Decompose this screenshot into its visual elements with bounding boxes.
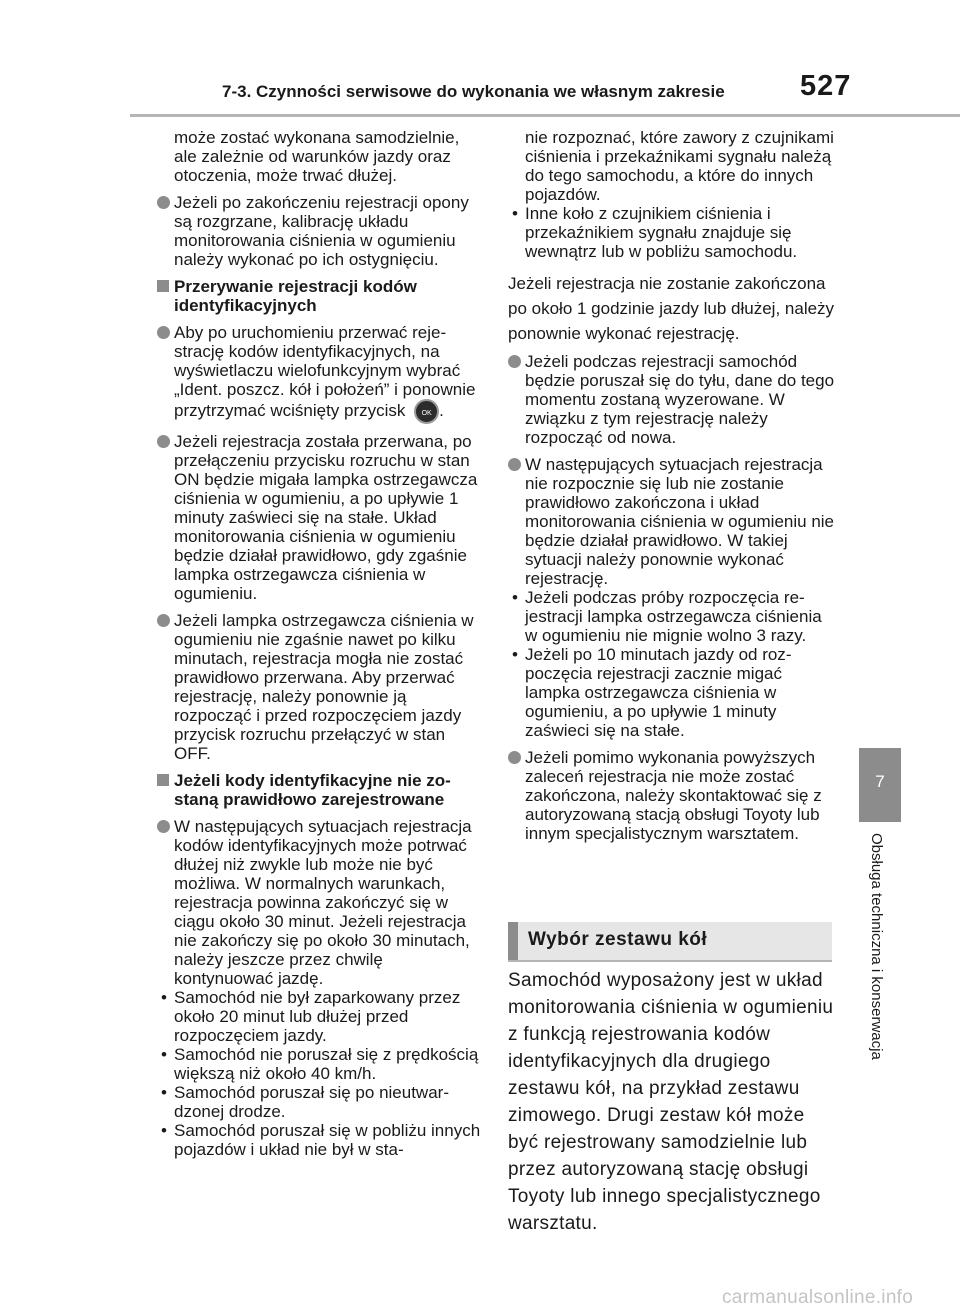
intro-paragraph: może zostać wykonana samodzielnie, ale zależnie od warunków jazdy oraz otoczenia, może trwać dłużej. [174, 128, 460, 185]
list-item [157, 432, 485, 603]
list-item [157, 611, 485, 763]
list-item [157, 193, 485, 269]
left-column [157, 128, 485, 1159]
bullet-icon [157, 326, 170, 339]
section-title-bar [508, 922, 518, 960]
dash-list-item-text: Samochód nie był zaparkowany przez około 20 minut lub dłużej przed rozpoczęciem jazdy. [174, 988, 461, 1045]
ok-button-icon: OK [414, 399, 439, 424]
section-heading [157, 771, 485, 809]
dash-list-item-text: Samochód nie poruszał się z prędkością większą niż około 40 km/h. [174, 1045, 479, 1083]
list-item [157, 323, 485, 424]
list-item-text: Jeżeli podczas rejestracji samochód będzie poruszał się do tyłu, dane do tego momentu zostaną wyzerowane. W związku z tym rejestrację należy rozpocząć od nowa. [525, 352, 835, 447]
section-heading [157, 277, 485, 315]
dash-bullet-icon: • [512, 204, 518, 223]
list-item-text: W następujących sytuacjach rejestracja kodów identyfikacyjnych może potrwać dłużej niż zwykle lub może nie być możliwa. W normalnych warunkach, rejestracja powinna zakończyć się w ciągu około 30 minut. Jeżeli rejestracja nie zakończy się po około 30 minutach, należy jeszcze przez chwilę kontynuować jazdę. [174, 817, 472, 988]
dash-list-item-text: Jeżeli po 10 minutach jazdy od rozpoczęcia rejestracji zacznie migać lampka ostrzegawcza ciśnienia w ogumieniu, a po upływie 1 minuty zaświeci się na stałe. [525, 645, 792, 740]
list-item [508, 352, 838, 447]
dash-list-item [508, 204, 838, 261]
dash-list-item [157, 1083, 485, 1121]
dash-list-item [157, 1045, 485, 1083]
square-bullet-icon [157, 774, 169, 786]
page-number: 527 [800, 70, 852, 102]
right-column [508, 128, 838, 851]
list-item-text: Jeżeli rejestracja została przerwana, po przełączeniu przycisku rozruchu w stan ON będzie migała lampka ostrzegawcza ciśnienia w ogumieniu, a po upływie 1 minuty zaświeci się na stałe. Układ monitorowania ciśnienia w ogumieniu będzie działał prawidłowo, gdy zgaśnie lampka ostrzegawcza ciśnienia w ogumieniu. [174, 432, 478, 603]
dash-bullet-icon: • [512, 645, 518, 664]
dash-list-item-text: Samochód poruszał się po nieutwardzonej drodze. [174, 1083, 449, 1121]
bullet-icon [508, 751, 521, 764]
list-item-text-end: . [439, 400, 444, 420]
paragraph: Jeżeli rejestracja nie zostanie zakończona po około 1 godzinie jazdy lub dłużej, należy ponownie wykonać rejestrację. [508, 274, 835, 343]
dash-list-item-text: Samochód poruszał się w pobliżu innych pojazdów i układ nie był w sta- [174, 1121, 481, 1159]
bullet-icon [157, 820, 170, 833]
list-item [508, 748, 838, 843]
bullet-icon [508, 355, 521, 368]
list-item-text: Jeżeli po zakończeniu rejestracji opony są rozgrzane, kalibrację układu monitorowania ciśnienia w ogumieniu należy wykonać po ich ostygnięciu. [174, 193, 469, 269]
section-body-text: Samochód wyposażony jest w układ monitorowania ciśnienia w ogumieniu z funkcją rejestrowania kodów identyfikacyjnych dla drugiego zestawu kół, na przykład zestawu zimowego. Drugi zestaw kół może być rejestrowany samodzielnie lub przez autoryzowaną stację obsługi Toyoty lub innego specjalistycznego warsztatu. [508, 970, 834, 1234]
list-item-text: W następujących sytuacjach rejestracja nie rozpocznie się lub nie zostanie prawidłowo zakończona i układ monitorowania ciśnienia w ogumieniu nie będzie działał prawidłowo. W takiej sytuacji należy ponownie wykonać rejestrację. [525, 455, 835, 588]
chapter-tab-label: Obsługa techniczna i konserwacja [868, 833, 885, 1060]
dash-bullet-icon: • [512, 588, 518, 607]
dash-list-item [508, 645, 838, 740]
section-heading-text: Jeżeli kody identyfikacyjne nie zostaną prawidłowo zarejestrowane [174, 771, 451, 809]
section-title-box [508, 922, 832, 962]
list-item-text: Jeżeli pomimo wykonania powyższych zaleceń rejestracja nie może zostać zakończona, należy skontaktować się z autoryzowaną stacją obsługi Toyoty lub innym specjalistycznym warsztatem. [525, 748, 822, 843]
dash-list-item-text: Inne koło z czujnikiem ciśnienia i przekaźnikiem sygnału znajduje się wewnątrz lub w pobliżu samochodu. [525, 204, 798, 261]
dash-bullet-icon: • [161, 1121, 167, 1140]
section-title: Wybór zestawu kół [528, 929, 708, 950]
bullet-icon [157, 196, 170, 209]
section-heading-text: Przerywanie rejestracji kodów identyfikacyjnych [174, 277, 417, 315]
list-item [508, 455, 838, 588]
list-item [157, 817, 485, 988]
dash-list-item-text: Jeżeli podczas próby rozpoczęcia rejestracji lampka ostrzegawcza ciśnienia w ogumieniu nie mignie wolno 3 razy. [525, 588, 822, 645]
continued-paragraph: nie rozpoznać, które zawory z czujnikami ciśnienia i przekaźnikami sygnału należą do tego samochodu, a które do innych pojazdów. [525, 128, 834, 204]
list-item-text: Aby po uruchomieniu przerwać rejestrację kodów identyfikacyjnych, na wyświetlaczu wielofunkcyjnym wybrać „Ident. poszcz. kół i położeń” i ponownie przytrzymać wciśnięty przycisk [174, 323, 476, 420]
header-rule [130, 114, 960, 117]
list-item-text: Jeżeli lampka ostrzegawcza ciśnienia w ogumieniu nie zgaśnie nawet po kilku minutach, rejestracja mogła nie zostać prawidłowo przerwana. Aby przerwać rejestrację, należy ponownie ją rozpocząć i przed rozpoczęciem jazdy przycisk rozruchu przełączyć w stan OFF. [174, 611, 474, 763]
square-bullet-icon [157, 280, 169, 292]
dash-list-item [157, 1121, 485, 1159]
dash-list-item [157, 988, 485, 1045]
chapter-tab: 7 [859, 748, 901, 822]
chapter-title: 7-3. Czynności serwisowe do wykonania we własnym zakresie [222, 82, 725, 101]
watermark: carmanualsonline.info [722, 1287, 914, 1308]
dash-bullet-icon: • [161, 1045, 167, 1064]
bullet-icon [157, 614, 170, 627]
bullet-icon [508, 458, 521, 471]
dash-bullet-icon: • [161, 988, 167, 1007]
dash-bullet-icon: • [161, 1083, 167, 1102]
dash-list-item [508, 588, 838, 645]
bullet-icon [157, 435, 170, 448]
